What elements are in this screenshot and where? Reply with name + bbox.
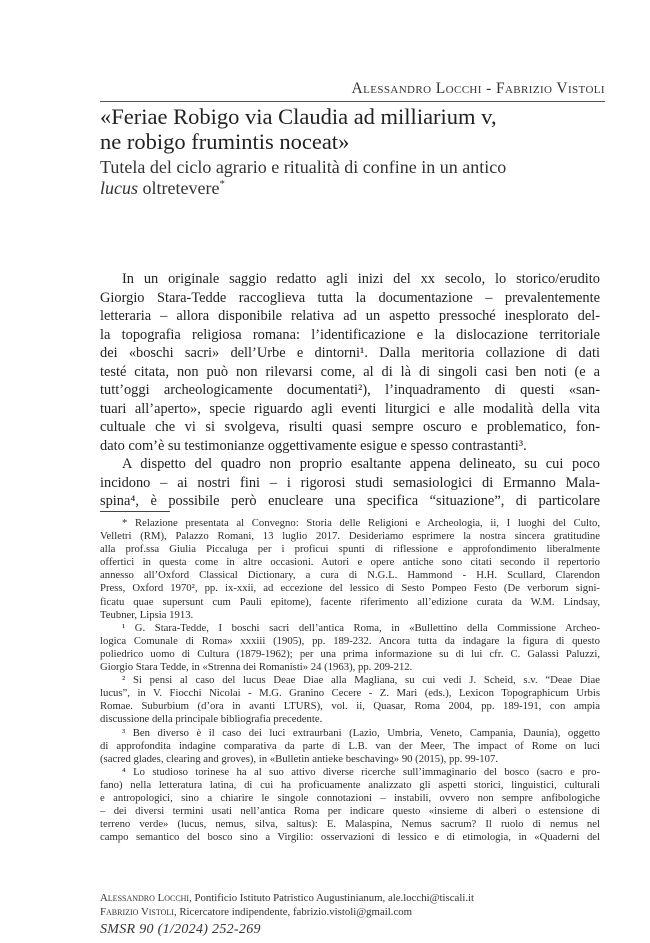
footnote-line: ² Si pensi al caso del lucus Deae Diae alla Magliana, su cui vedi J. Scheid, s.v. “Deae Diae [122,674,600,687]
affiliation-name: Alessandro Locchi [100,892,190,904]
footnote-line: Giorgio Stara Tedde, in «Strenna dei Romanisti» 24 (1963), pp. 209-212. [100,661,413,674]
body-line: la topografia religiosa romana: l’identificazione e la dislocazione territoriale [100,326,600,343]
footnote-line: poliedrico uomo di Cultura (1879-1962); per una prima informazione su di lui cfr. C. Galassi Paluzzi, [100,647,600,660]
footnotes [100,517,600,844]
footnote-line: alla prof.ssa Giulia Piccaluga per i proficui spunti di riflessione e approfondimento liberalmente [100,543,600,556]
title-line-2: ne robigo frumintis noceat» [100,129,350,154]
body-line: testé citata, non può non rilevarsi come, al di là di singoli casi ben noti (e a [100,363,600,380]
body-text [100,270,600,511]
subtitle-line-2 [100,178,620,199]
body-line: dato com’è su testimonianze oggettivamente esigue e spesso contrastanti³. [100,437,527,454]
affiliation-name: Fabrizio Vistoli [100,906,174,918]
body-line: tuari all’aperto», specie riguardo agli eventi liturgici e alle modalità della vita [100,400,600,417]
footnote-line: discussione della principale bibliografia precedente. [100,713,323,726]
footnote-line: Romae. Suburbium (d’ora in avanti LTURS), vol. ii, Quasar, Roma 2004, pp. 189-191, con ampia [100,700,600,713]
footnote-line: (sacred glades, clearing and groves), in «Bulletin antieke beschaving» 90 (2015), pp. 99-107. [100,752,498,765]
footnote-line: * Relazione presentata al Convegno: Storia delle Religioni e Archeologia, ii, I luoghi del Culto, [122,517,600,529]
body-line: In un originale saggio redatto agli inizi del xx secolo, lo storico/erudito [122,271,600,287]
affiliation-line [100,905,600,919]
subtitle-line-1: Tutela del ciclo agrario e ritualità di confine in un antico [100,157,507,177]
footnote-line: logica Comunale di Roma» xxxiii (1905), pp. 189-232. Ancora tutta da indagare la figura di questo [100,634,600,647]
body-line: tutt’oggi archeologicamente documentati²), l’inquadramento di questi «san- [100,382,600,398]
header-rule [100,101,605,102]
body-line: dei «boschi sacri» dell’Urbe e dintorni¹. Dalla meritoria collazione di dati [100,345,600,361]
body-line: cultuale che vi si svolgeva, risulti quasi sempre oscuro e problematico, fon- [100,419,600,435]
subtitle-rest: oltretevere [138,178,220,198]
body-line: spina⁴, è possibile però enucleare una specifica “situazione”, di particolare [100,493,600,509]
footnote-line: Velletri (RM), Palazzo Romani, 13 luglio 2017. Desideriamo esprimere la nostra sincera gratitudine [100,530,600,543]
body-line: A dispetto del quadro non proprio esaltante appena delineato, su cui poco [122,456,600,472]
footnote-line: annesso all’Oxford Classical Dictionary, a cura di N.G.L. Hammond - H.H. Scullard, Clarendon [100,569,600,582]
author-affiliations [100,891,600,919]
footnote-line: ³ Ben diverso è il caso dei luci extraurbani (Lazio, Umbria, Veneto, Campania, Daunia), oggetto [122,726,600,739]
footnote-line: ¹ G. Stara-Tedde, I boschi sacri dell’antica Roma, in «Bullettino della Commissione Archeo- [122,621,600,634]
body-line: incidono – ai nostri fini – i rigorosi studi semasiologici di Ermanno Mala- [100,474,600,491]
footnote-line: Press, Oxford 1970², pp. ix-xxii, ad eccezione del lessico di Sesto Pompeo Festo (De verborum signi- [100,582,600,595]
subtitle-footnote-mark: * [219,178,225,190]
footnote-line: – dei diversi termini usati nell’antica Roma per indicare questo «insieme di alberi o estensione di [100,805,600,818]
journal-citation: SMSR 90 (1/2024) 252-269 [100,922,261,937]
body-line: letteraria – allora disponibile relativa ad un aspetto pressoché inesplorato del- [100,308,600,324]
footnote-line: offertici in questa come in altre occasioni. Autori e opere antiche sono citati secondo il repertorio [100,556,600,569]
article-title [100,104,610,154]
title-line-1: «Feriae Robigo via Claudia ad milliarium v, [100,104,497,129]
footnote-line: ficatu quae supersunt cum Pauli epitome), facente riferimento all’edizione curata da W.M. Lindsay, [100,595,600,608]
footnote-rule [100,511,170,512]
subtitle-italic-word: lucus [100,178,138,198]
footnote-line: di approfondita indagine comparativa da parte di L.B. van der Meer, The impact of Rome on luci [100,739,600,752]
article-subtitle [100,157,620,199]
footnote-line: terreno verde» (lucus, nemus, silva, saltus): E. Malaspina, Nemus sacrum? Il ruolo di nemus nel [100,818,600,831]
footnote-line: Teubner, Lipsia 1913. [100,608,194,621]
body-line: Giorgio Stara-Tedde raccoglieva tutta la documentazione – prevalentemente [100,289,600,306]
running-header-authors: Alessandro Locchi - Fabrizio Vistoli [351,80,605,97]
affiliation-details: , Ricercatore indipendente, fabrizio.vistoli@gmail.com [173,906,413,918]
footnote-line: e antropologici, sino a chiarire le singole connotazioni – instabili, ovvero non sempre anfibologiche [100,791,600,804]
footnote-line: fano) nella letteratura latina, di cui ha proficuamente analizzato gli aspetti storici, linguistici, culturali [100,778,600,791]
footnote-line: ⁴ Lo studioso torinese ha al suo attivo diverse ricerche sull’immaginario del bosco (sacro e pro- [122,765,600,778]
footnote-line: lucus”, in V. Fiocchi Nicolai - M.G. Granino Cecere - Z. Mari (eds.), Lexicon Topographicum Urbis [100,687,600,700]
footnote-line: campo semantico del bosco sino a Virgilio: osservazioni di lessico e di etimologia, in «Quaderni del [100,831,600,844]
affiliation-line [100,891,600,905]
affiliation-details: , Pontificio Istituto Patristico Augustinianum, ale.locchi@tiscali.it [189,892,475,904]
